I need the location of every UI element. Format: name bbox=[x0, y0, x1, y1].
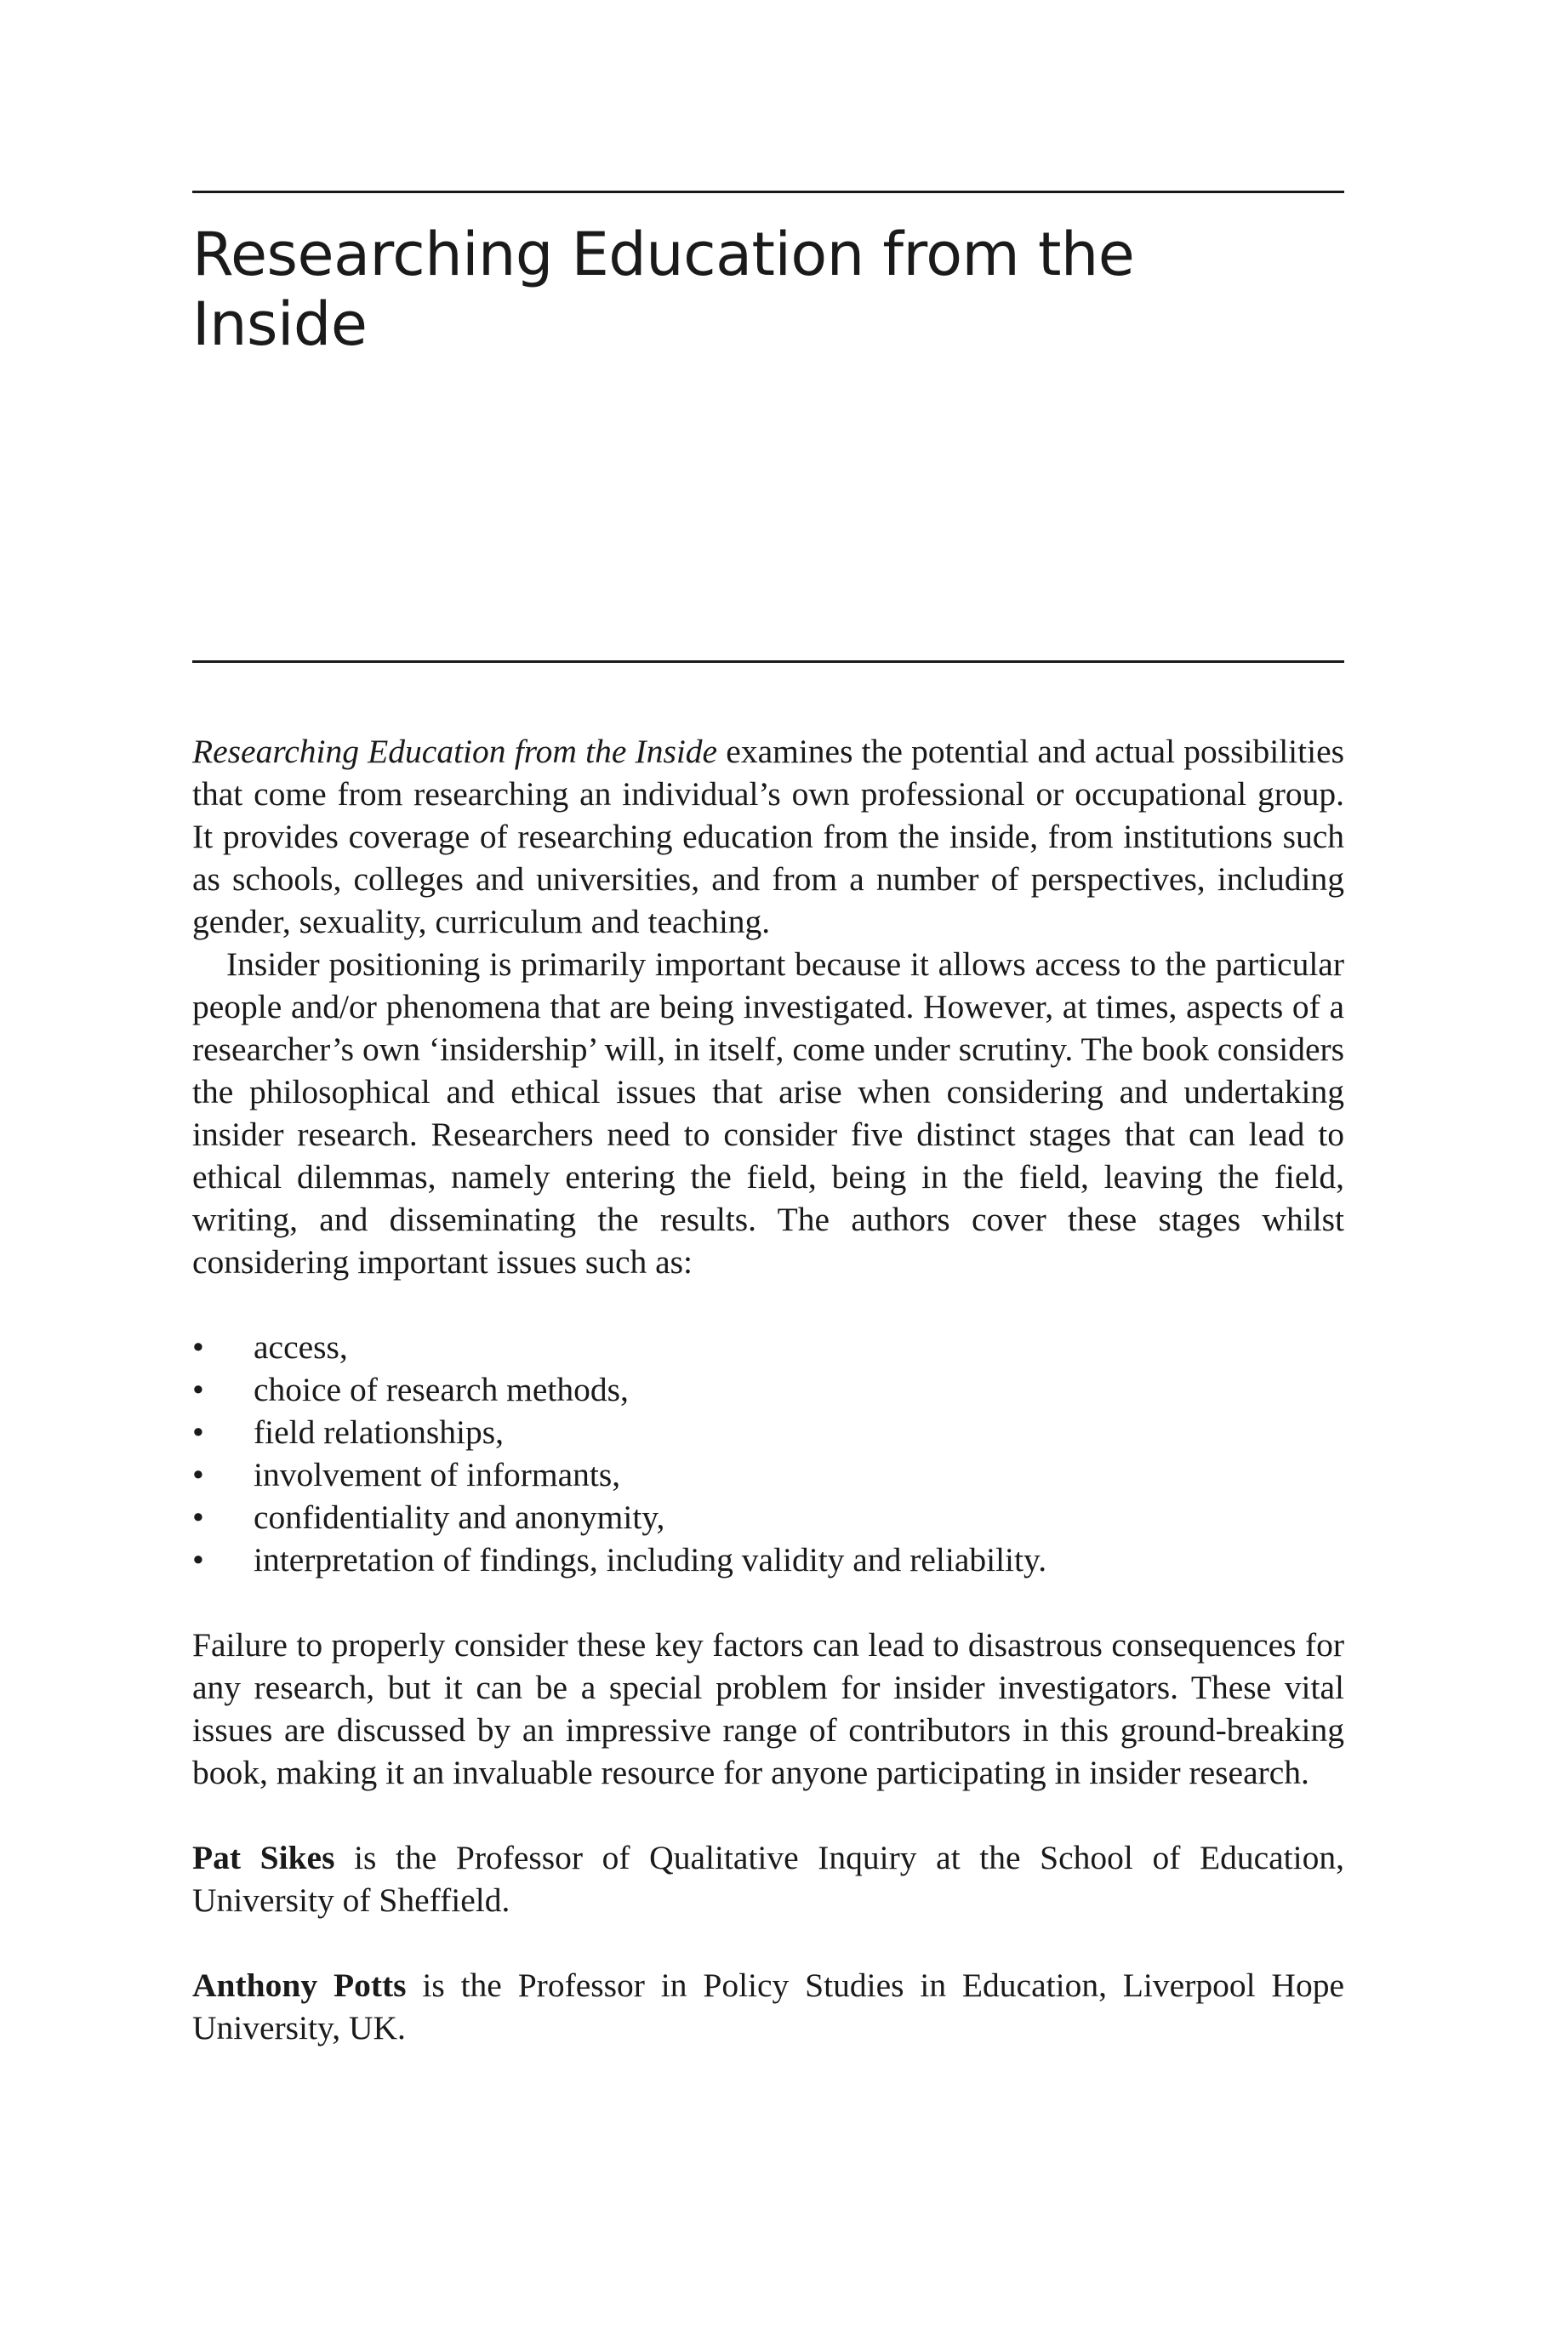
list-item-text: interpretation of findings, including validity and reliability. bbox=[254, 1541, 1047, 1578]
author-bio-2 bbox=[192, 1964, 1344, 2049]
list-item bbox=[192, 1453, 1344, 1496]
bullet-icon: • bbox=[192, 1456, 204, 1493]
bullet-icon: • bbox=[192, 1413, 204, 1451]
author-bio-1 bbox=[192, 1836, 1344, 1921]
book-description bbox=[192, 730, 1344, 2049]
middle-rule bbox=[192, 660, 1344, 663]
author-name: Anthony Potts bbox=[192, 1967, 407, 2004]
list-item bbox=[192, 1411, 1344, 1453]
bullet-icon: • bbox=[192, 1328, 204, 1366]
page-title bbox=[192, 220, 1344, 359]
description-paragraph-3: Failure to properly consider these key factors can lead to disastrous consequences for any research, but it can be a special problem for insider investigators. These vital issues are discussed by an impressive range of contributors in this ground-breaking book, making it an invaluable resource for anyone participating in insider research. bbox=[192, 1626, 1344, 1791]
list-item-text: field relationships, bbox=[254, 1413, 504, 1451]
paragraph-1-text: examines the potential and actual possibilities that come from researching an individual’s own professional or occupational group. It provides coverage of researching education from the inside, from institutions such as schools, colleges and universities, and from a number of perspectives, including gender, sexuality, curriculum and teaching. bbox=[192, 733, 1344, 940]
list-item-text: confidentiality and anonymity, bbox=[254, 1499, 665, 1536]
author-bio-text: is the Professor in Policy Studies in Education, Liverpool Hope University, UK. bbox=[192, 1967, 1344, 2047]
issues-list bbox=[192, 1326, 1344, 1581]
title-line-1: Researching Education from the bbox=[192, 220, 1135, 289]
title-line-2: Inside bbox=[192, 289, 368, 359]
author-name: Pat Sikes bbox=[192, 1839, 335, 1876]
description-paragraph-2: Insider positioning is primarily important because it allows access to the particular people and/or phenomena that are being investigated. However, at times, aspects of a researcher’s own ‘insidership’ will, in itself, come under scrutiny. The book considers the philosophical and ethical issues that arise when considering and undertaking insider research. Researchers need to consider five distinct stages that can lead to ethical dilemmas, namely entering the field, being in the field, leaving the field, writing, and disseminating the results. The authors cover these stages whilst considering important issues such as: bbox=[192, 945, 1344, 1281]
list-item bbox=[192, 1368, 1344, 1411]
book-page bbox=[192, 0, 1344, 2352]
description-paragraph-1 bbox=[192, 730, 1344, 943]
list-item-text: choice of research methods, bbox=[254, 1371, 629, 1408]
list-item-text: involvement of informants, bbox=[254, 1456, 621, 1493]
book-title-italic: Researching Education from the Inside bbox=[192, 733, 718, 770]
top-rule bbox=[192, 191, 1344, 193]
bullet-icon: • bbox=[192, 1371, 204, 1408]
bullet-icon: • bbox=[192, 1541, 204, 1578]
bullet-icon: • bbox=[192, 1499, 204, 1536]
list-item bbox=[192, 1539, 1344, 1581]
list-item-text: access, bbox=[254, 1328, 348, 1366]
author-bio-text: is the Professor of Qualitative Inquiry at the School of Education, University of Sheffield. bbox=[192, 1839, 1344, 1919]
list-item bbox=[192, 1326, 1344, 1368]
list-item bbox=[192, 1496, 1344, 1539]
